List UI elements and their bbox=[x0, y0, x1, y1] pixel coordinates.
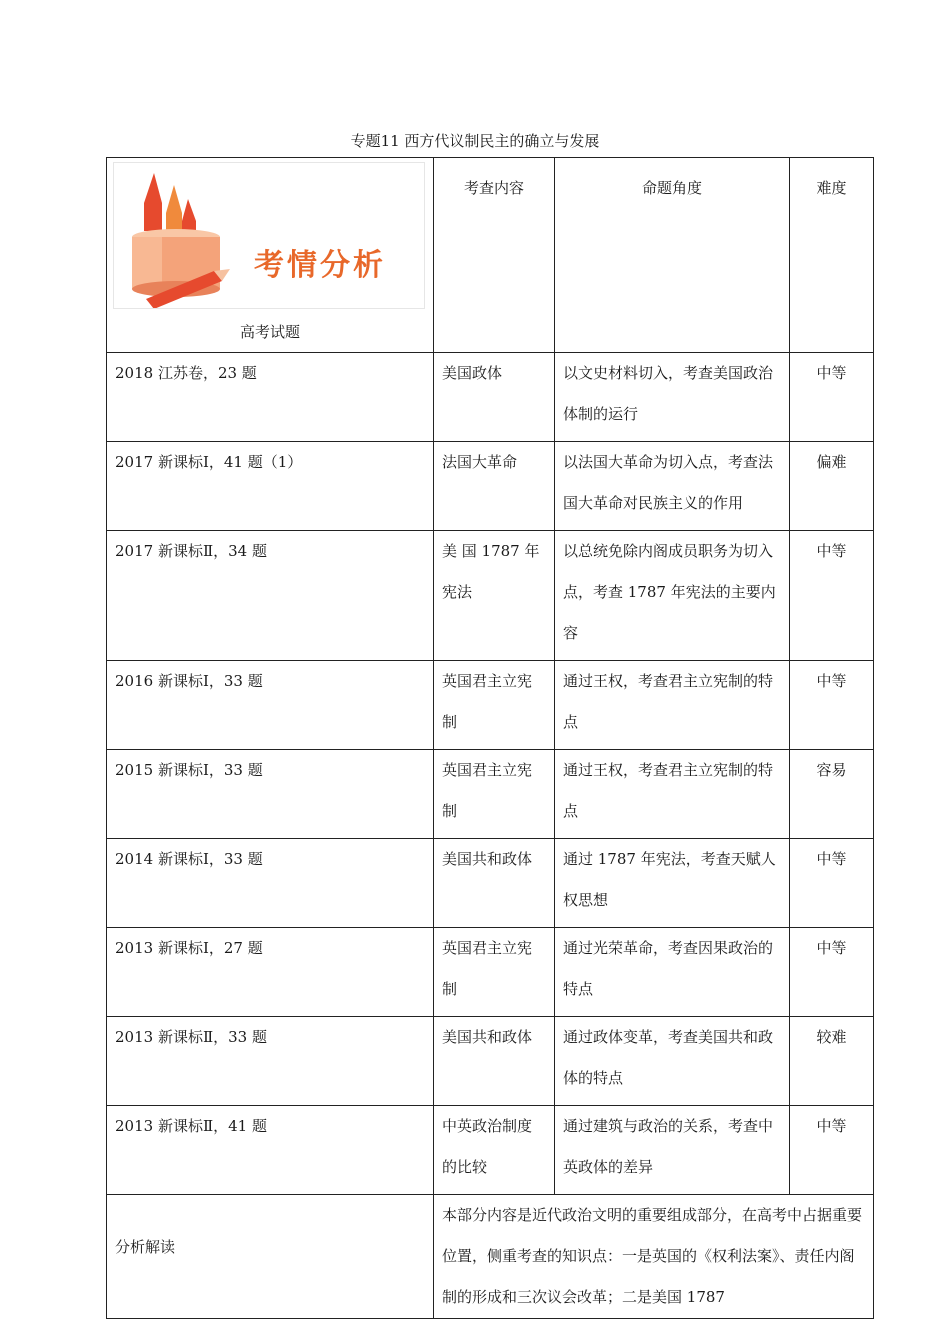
exam-cell: 2017 新课标Ⅱ，34 题 bbox=[107, 531, 434, 661]
table-row bbox=[107, 661, 874, 750]
header-content: 考查内容 bbox=[434, 158, 555, 353]
angle-cell: 通过建筑与政治的关系，考查中英政体的差异 bbox=[555, 1106, 790, 1195]
table-row bbox=[107, 839, 874, 928]
table-header-row bbox=[107, 158, 874, 353]
content-cell: 英国君主立宪制 bbox=[434, 661, 555, 750]
content-cell: 中英政治制度的比较 bbox=[434, 1106, 555, 1195]
angle-cell: 通过 1787 年宪法，考查天赋人权思想 bbox=[555, 839, 790, 928]
table-row bbox=[107, 928, 874, 1017]
content-cell: 法国大革命 bbox=[434, 442, 555, 531]
content-cell: 英国君主立宪制 bbox=[434, 928, 555, 1017]
exam-cell: 2013 新课标Ⅰ，27 题 bbox=[107, 928, 434, 1017]
table-row bbox=[107, 531, 874, 661]
angle-cell: 通过王权，考查君主立宪制的特点 bbox=[555, 661, 790, 750]
header-exam-label: 高考试题 bbox=[239, 323, 300, 341]
angle-cell: 以法国大革命为切入点，考查法国大革命对民族主义的作用 bbox=[555, 442, 790, 531]
pencil-cup-icon bbox=[114, 163, 424, 308]
angle-cell: 通过光荣革命，考查因果政治的特点 bbox=[555, 928, 790, 1017]
exam-cell: 2013 新课标Ⅱ，33 题 bbox=[107, 1017, 434, 1106]
table-row bbox=[107, 750, 874, 839]
table-row bbox=[107, 1106, 874, 1195]
document-title: 专题11 西方代议制民主的确立与发展 bbox=[350, 132, 600, 150]
difficulty-cell: 中等 bbox=[790, 928, 874, 1017]
angle-cell: 以文史材料切入，考查美国政治体制的运行 bbox=[555, 353, 790, 442]
table-row bbox=[107, 1017, 874, 1106]
header-difficulty: 难度 bbox=[790, 158, 874, 353]
exam-cell: 2015 新课标Ⅰ，33 题 bbox=[107, 750, 434, 839]
table-row bbox=[107, 353, 874, 442]
content-cell: 美国共和政体 bbox=[434, 839, 555, 928]
difficulty-cell: 中等 bbox=[790, 839, 874, 928]
difficulty-cell: 中等 bbox=[790, 1106, 874, 1195]
content-cell: 英国君主立宪制 bbox=[434, 750, 555, 839]
content-cell: 美国共和政体 bbox=[434, 1017, 555, 1106]
exam-cell: 2018 江苏卷，23 题 bbox=[107, 353, 434, 442]
logo-title: 考情分析 bbox=[254, 248, 386, 283]
header-angle: 命题角度 bbox=[555, 158, 790, 353]
angle-cell: 以总统免除内阁成员职务为切入点，考查 1787 年宪法的主要内容 bbox=[555, 531, 790, 661]
difficulty-cell: 较难 bbox=[790, 1017, 874, 1106]
analysis-text: 本部分内容是近代政治文明的重要组成部分，在高考中占据重要位置，侧重考查的知识点：一是英国的《权利法案》、责任内阁制的形成和三次议会改革；二是美国 1787 bbox=[434, 1195, 874, 1319]
logo-banner bbox=[113, 162, 425, 309]
exam-cell: 2014 新课标Ⅰ，33 题 bbox=[107, 839, 434, 928]
analysis-label: 分析解读 bbox=[107, 1195, 434, 1319]
table-row bbox=[107, 442, 874, 531]
exam-cell: 2017 新课标Ⅰ，41 题（1） bbox=[107, 442, 434, 531]
angle-cell: 通过政体变革，考查美国共和政体的特点 bbox=[555, 1017, 790, 1106]
exam-cell: 2013 新课标Ⅱ，41 题 bbox=[107, 1106, 434, 1195]
content-cell: 美 国 1787 年宪法 bbox=[434, 531, 555, 661]
content-cell: 美国政体 bbox=[434, 353, 555, 442]
difficulty-cell: 容易 bbox=[790, 750, 874, 839]
difficulty-cell: 中等 bbox=[790, 661, 874, 750]
difficulty-cell: 偏难 bbox=[790, 442, 874, 531]
difficulty-cell: 中等 bbox=[790, 353, 874, 442]
difficulty-cell: 中等 bbox=[790, 531, 874, 661]
header-exam-cell bbox=[107, 158, 434, 353]
exam-analysis-table bbox=[106, 157, 874, 1319]
exam-cell: 2016 新课标Ⅰ，33 题 bbox=[107, 661, 434, 750]
analysis-row bbox=[107, 1195, 874, 1319]
angle-cell: 通过王权，考查君主立宪制的特点 bbox=[555, 750, 790, 839]
